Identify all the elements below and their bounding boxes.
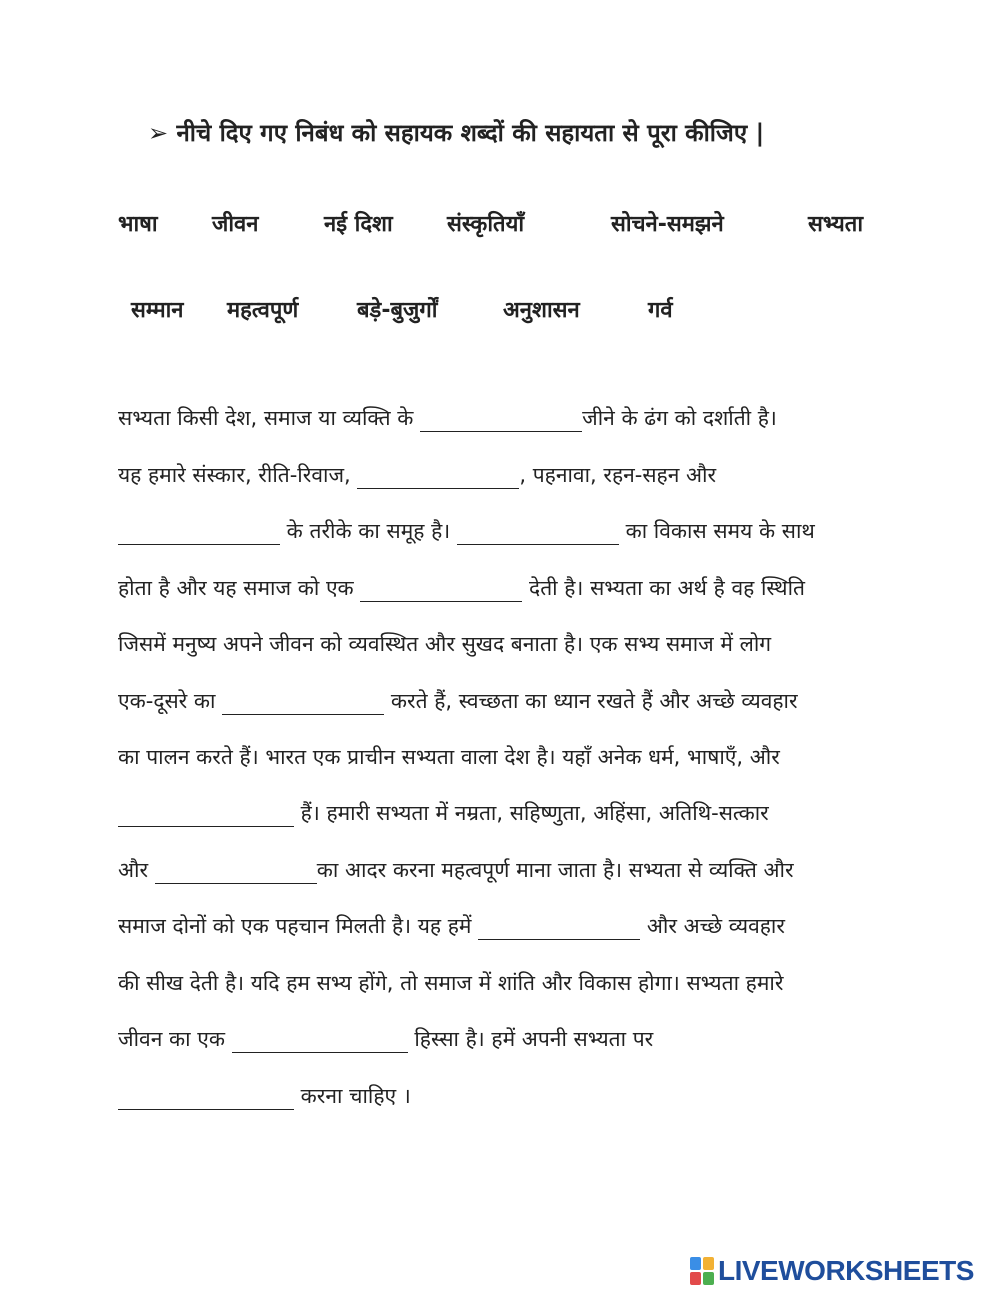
paragraph-line xyxy=(118,1025,653,1053)
paragraph-text: हिस्सा है। हमें अपनी सभ्यता पर xyxy=(407,1027,654,1051)
logo-icon-square xyxy=(703,1257,714,1270)
paragraph-text: एक-दूसरे का xyxy=(118,689,223,713)
blank-input-8[interactable] xyxy=(155,861,317,884)
paragraph-text: समाज दोनों को एक पहचान मिलती है। यह हमें xyxy=(118,914,479,938)
paragraph-line xyxy=(118,630,771,658)
word-bank-item: जीवन xyxy=(212,212,259,237)
paragraph-line xyxy=(118,574,805,602)
logo-icon-square xyxy=(703,1272,714,1285)
paragraph-line xyxy=(118,461,716,489)
logo-icon-square xyxy=(690,1257,701,1270)
paragraph-text: देती है। सभ्यता का अर्थ है वह स्थिति xyxy=(522,576,805,600)
logo-grid-icon xyxy=(690,1257,714,1285)
logo-icon-square xyxy=(690,1272,701,1285)
word-bank-item: संस्कृतियाँ xyxy=(447,212,525,237)
paragraph-text: की सीख देती है। यदि हम सभ्य होंगे, तो समाज में शांति और विकास होगा। सभ्यता हमारे xyxy=(118,971,784,995)
paragraph-line xyxy=(118,687,798,715)
paragraph-text: के तरीके का समूह है। xyxy=(280,519,457,543)
word-bank-item: सभ्यता xyxy=(808,212,864,237)
blank-input-4[interactable] xyxy=(457,522,619,545)
paragraph-text: हैं। हमारी सभ्यता में नम्रता, सहिष्णुता, अहिंसा, अतिथि-सत्कार xyxy=(294,801,769,825)
instruction-heading: ➢ नीचे दिए गए निबंध को सहायक शब्दों की सहायता से पूरा कीजिए | xyxy=(148,119,765,147)
paragraph-text: , पहनावा, रहन-सहन और xyxy=(519,463,717,487)
word-bank-item: गर्व xyxy=(648,298,673,323)
blank-input-10[interactable] xyxy=(232,1030,408,1053)
paragraph-line xyxy=(118,856,794,884)
paragraph-text: और अच्छे व्यवहार xyxy=(640,914,785,938)
blank-input-9[interactable] xyxy=(478,917,640,940)
paragraph-text: का आदर करना महत्वपूर्ण माना जाता है। सभ्यता से व्यक्ति और xyxy=(316,858,794,882)
word-bank-item: नई दिशा xyxy=(324,212,393,237)
paragraph-line xyxy=(118,912,785,940)
paragraph-line xyxy=(118,404,777,432)
word-bank-item: भाषा xyxy=(118,212,158,237)
logo-text: LIVEWORKSHEETS xyxy=(718,1255,974,1286)
paragraph-line xyxy=(118,743,780,771)
paragraph-text: करना चाहिए । xyxy=(294,1084,411,1108)
blank-input-5[interactable] xyxy=(360,579,522,602)
paragraph-text: जिसमें मनुष्य अपने जीवन को व्यवस्थित और सुखद बनाता है। एक सभ्य समाज में लोग xyxy=(118,632,772,656)
liveworksheets-logo xyxy=(690,1253,974,1289)
blank-input-11[interactable] xyxy=(118,1087,294,1110)
paragraph-text: और xyxy=(118,858,155,882)
word-bank-item: अनुशासन xyxy=(503,298,580,323)
paragraph-line xyxy=(118,517,815,545)
paragraph-text: जीने के ढंग को दर्शाती है। xyxy=(582,406,777,430)
word-bank-item: बड़े-बुजुर्गों xyxy=(357,298,438,323)
paragraph-text: यह हमारे संस्कार, रीति-रिवाज, xyxy=(118,463,358,487)
paragraph-text: का विकास समय के साथ xyxy=(618,519,815,543)
paragraph-text: करते हैं, स्वच्छता का ध्यान रखते हैं और अच्छे व्यवहार xyxy=(384,689,798,713)
paragraph-text: होता है और यह समाज को एक xyxy=(118,576,361,600)
paragraph-text: जीवन का एक xyxy=(118,1027,232,1051)
word-bank-item: सोचने-समझने xyxy=(611,212,724,237)
word-bank-item: महत्वपूर्ण xyxy=(227,298,299,323)
blank-input-7[interactable] xyxy=(118,804,294,827)
word-bank-item: सम्मान xyxy=(131,298,184,323)
blank-input-3[interactable] xyxy=(118,522,280,545)
blank-input-1[interactable] xyxy=(420,409,582,432)
paragraph-line xyxy=(118,799,769,827)
blank-input-6[interactable] xyxy=(222,692,384,715)
paragraph-line xyxy=(118,969,783,997)
paragraph-line xyxy=(118,1082,411,1110)
paragraph-text: सभ्यता किसी देश, समाज या व्यक्ति के xyxy=(118,406,421,430)
blank-input-2[interactable] xyxy=(357,466,519,489)
paragraph-text: का पालन करते हैं। भारत एक प्राचीन सभ्यता वाला देश है। यहाँ अनेक धर्म, भाषाएँ, और xyxy=(118,745,780,769)
